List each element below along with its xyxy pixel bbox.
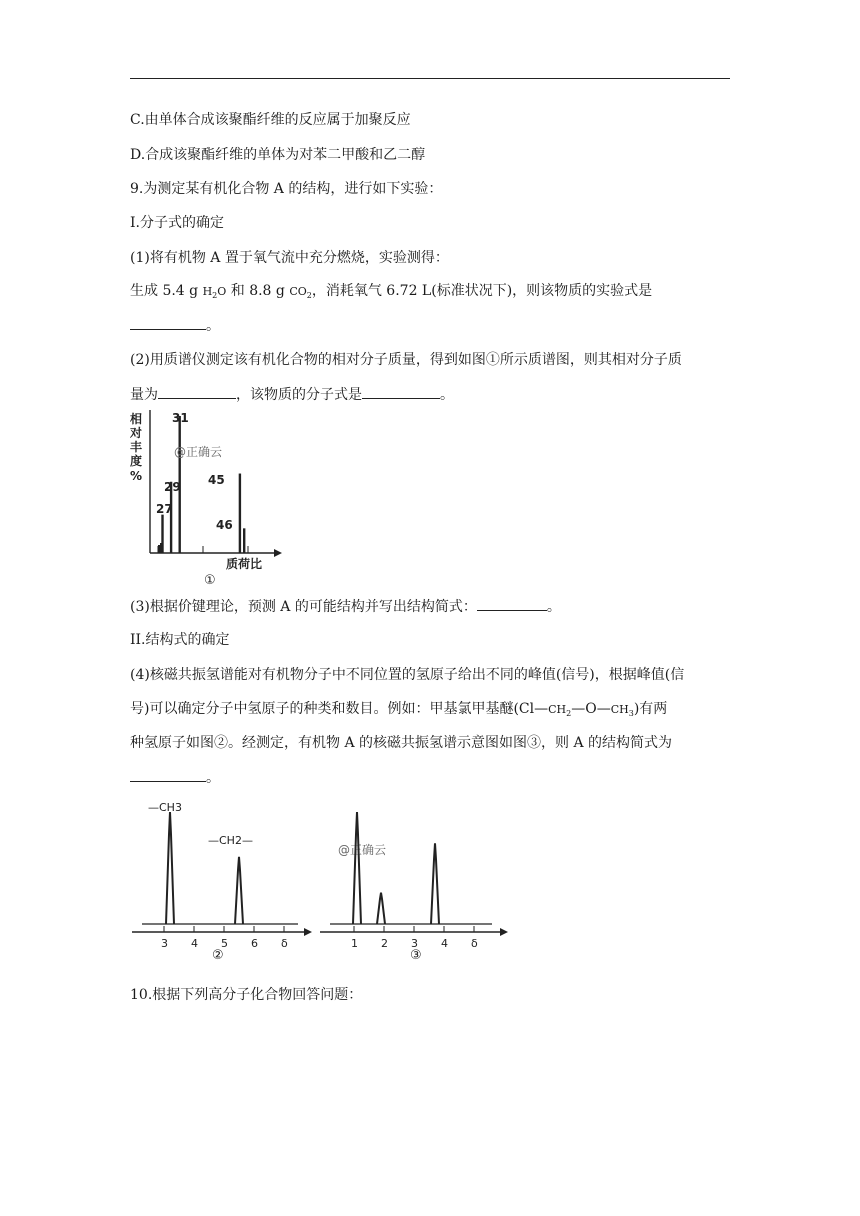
part-4-answer-line: 。 xyxy=(130,767,220,788)
figure2-x-arrow xyxy=(304,928,312,936)
figure3-watermark: @正确云 xyxy=(338,843,387,857)
question-10: 10.根据下列高分子化合物回答问题： xyxy=(130,987,363,1003)
answer-blank-molecular-mass[interactable] xyxy=(158,384,236,399)
peak-label-29: 29 xyxy=(164,480,181,494)
ms-minor-peak xyxy=(160,543,163,553)
answer-blank-structure-formula[interactable] xyxy=(130,767,206,782)
part-4-text-1: (4)核磁共振氢谱能对有机物分子中不同位置的氢原子给出不同的峰值(信号)，根据峰值(信 xyxy=(130,667,685,683)
figure-nmr-example xyxy=(128,796,318,970)
answer-blank-possible-structure[interactable] xyxy=(477,596,547,611)
figure-nmr-compound-a xyxy=(316,796,516,970)
ylabel-char: % xyxy=(130,469,143,483)
figure2-ch2-label: —CH2— xyxy=(208,834,253,847)
part-1-data-line: 生成 5.4 g $H_2O$ 和 8.8 g $CO_2$，消耗氧气 6.72 L(标准状况下)，则该物质的实验式是 xyxy=(130,283,653,301)
tick-label: 4 xyxy=(441,937,448,950)
option-d: D.合成该聚酯纤维的单体为对苯二甲酸和乙二醇 xyxy=(130,147,426,163)
nmr-peak xyxy=(235,857,243,924)
nmr-peak xyxy=(431,843,439,924)
nmr-peak xyxy=(377,893,385,924)
figure-mass-spectrum xyxy=(128,408,288,592)
figure1-watermark: @正确云 xyxy=(174,445,223,459)
figure1-x-arrow xyxy=(274,549,282,557)
tick-label: 3 xyxy=(161,937,168,950)
part-4-text-3: 种氢原子如图②。经测定，有机物 A 的核磁共振氢谱示意图如图③，则 A 的结构简式为 xyxy=(130,735,673,751)
part-1-text: (1)将有机物 A 置于氧气流中充分燃烧，实验测得： xyxy=(130,250,449,266)
answer-blank-molecular-formula[interactable] xyxy=(362,384,440,399)
h2o-formula: $H_2O$ xyxy=(202,285,227,301)
figure3-ticks xyxy=(351,926,478,950)
part-1-answer-line: 。 xyxy=(130,315,220,336)
ms-peak-46 xyxy=(243,528,245,553)
figure3-x-arrow xyxy=(500,928,508,936)
nmr-peak xyxy=(166,812,174,924)
peak-label-45: 45 xyxy=(208,473,225,487)
header-rule xyxy=(130,78,730,79)
part-3-line: (3)根据价键理论，预测 A 的可能结构并写出结构简式： 。 xyxy=(130,596,561,617)
peak-label-27: 27 xyxy=(156,502,173,516)
figure2-peaks xyxy=(166,812,243,924)
ylabel-char: 对 xyxy=(130,426,143,440)
section-2-title: II.结构式的确定 xyxy=(130,632,230,648)
part-2-answer-line: 量为 ，该物质的分子式是 。 xyxy=(130,384,454,405)
figure1-caption: ① xyxy=(204,573,216,588)
ms-peak-45 xyxy=(239,474,241,553)
figure3-caption: ③ xyxy=(410,948,422,963)
tick-label: 3 xyxy=(411,937,418,950)
ylabel-char: 相 xyxy=(130,412,143,426)
tick-label: 1 xyxy=(351,937,358,950)
answer-blank-empirical-formula[interactable] xyxy=(130,315,206,330)
figure1-xlabel: 质荷比 xyxy=(226,557,263,571)
peak-label-46: 46 xyxy=(216,518,233,532)
ch3-group: $CH_3$ xyxy=(610,703,634,719)
ch2-group: $CH_2$ xyxy=(548,703,572,719)
figure1-ylabel xyxy=(129,411,142,483)
figure3-peaks xyxy=(353,812,439,924)
peak-label-31: 31 xyxy=(172,411,189,425)
tick-label: 4 xyxy=(191,937,198,950)
ylabel-char: 度 xyxy=(130,454,143,468)
tick-label: δ xyxy=(471,937,478,950)
section-1-title: I.分子式的确定 xyxy=(130,215,224,231)
tick-label: 2 xyxy=(381,937,388,950)
nmr-peak xyxy=(353,812,361,924)
part-4-text-2: 号)可以确定分子中氢原子的种类和数目。例如：甲基氯甲基醚$(Cl—CH_2—O—CH_3)$有两 xyxy=(130,701,668,719)
co2-formula: $CO_2$ xyxy=(289,285,312,301)
figure2-ch3-label: —CH3 xyxy=(148,801,182,814)
tick-label: 5 xyxy=(221,937,228,950)
tick-label: 6 xyxy=(251,937,258,950)
part-2-text: (2)用质谱仪测定该有机化合物的相对分子质量，得到如图①所示质谱图，则其相对分子质 xyxy=(130,352,682,368)
tick-label: δ xyxy=(281,937,288,950)
figure2-caption: ② xyxy=(212,948,224,963)
ylabel-char: 丰 xyxy=(130,440,143,454)
figure2-ticks xyxy=(161,926,288,950)
question-9: 9.为测定某有机化合物 A 的结构，进行如下实验： xyxy=(130,181,443,197)
option-c: C.由单体合成该聚酯纤维的反应属于加聚反应 xyxy=(130,112,411,128)
